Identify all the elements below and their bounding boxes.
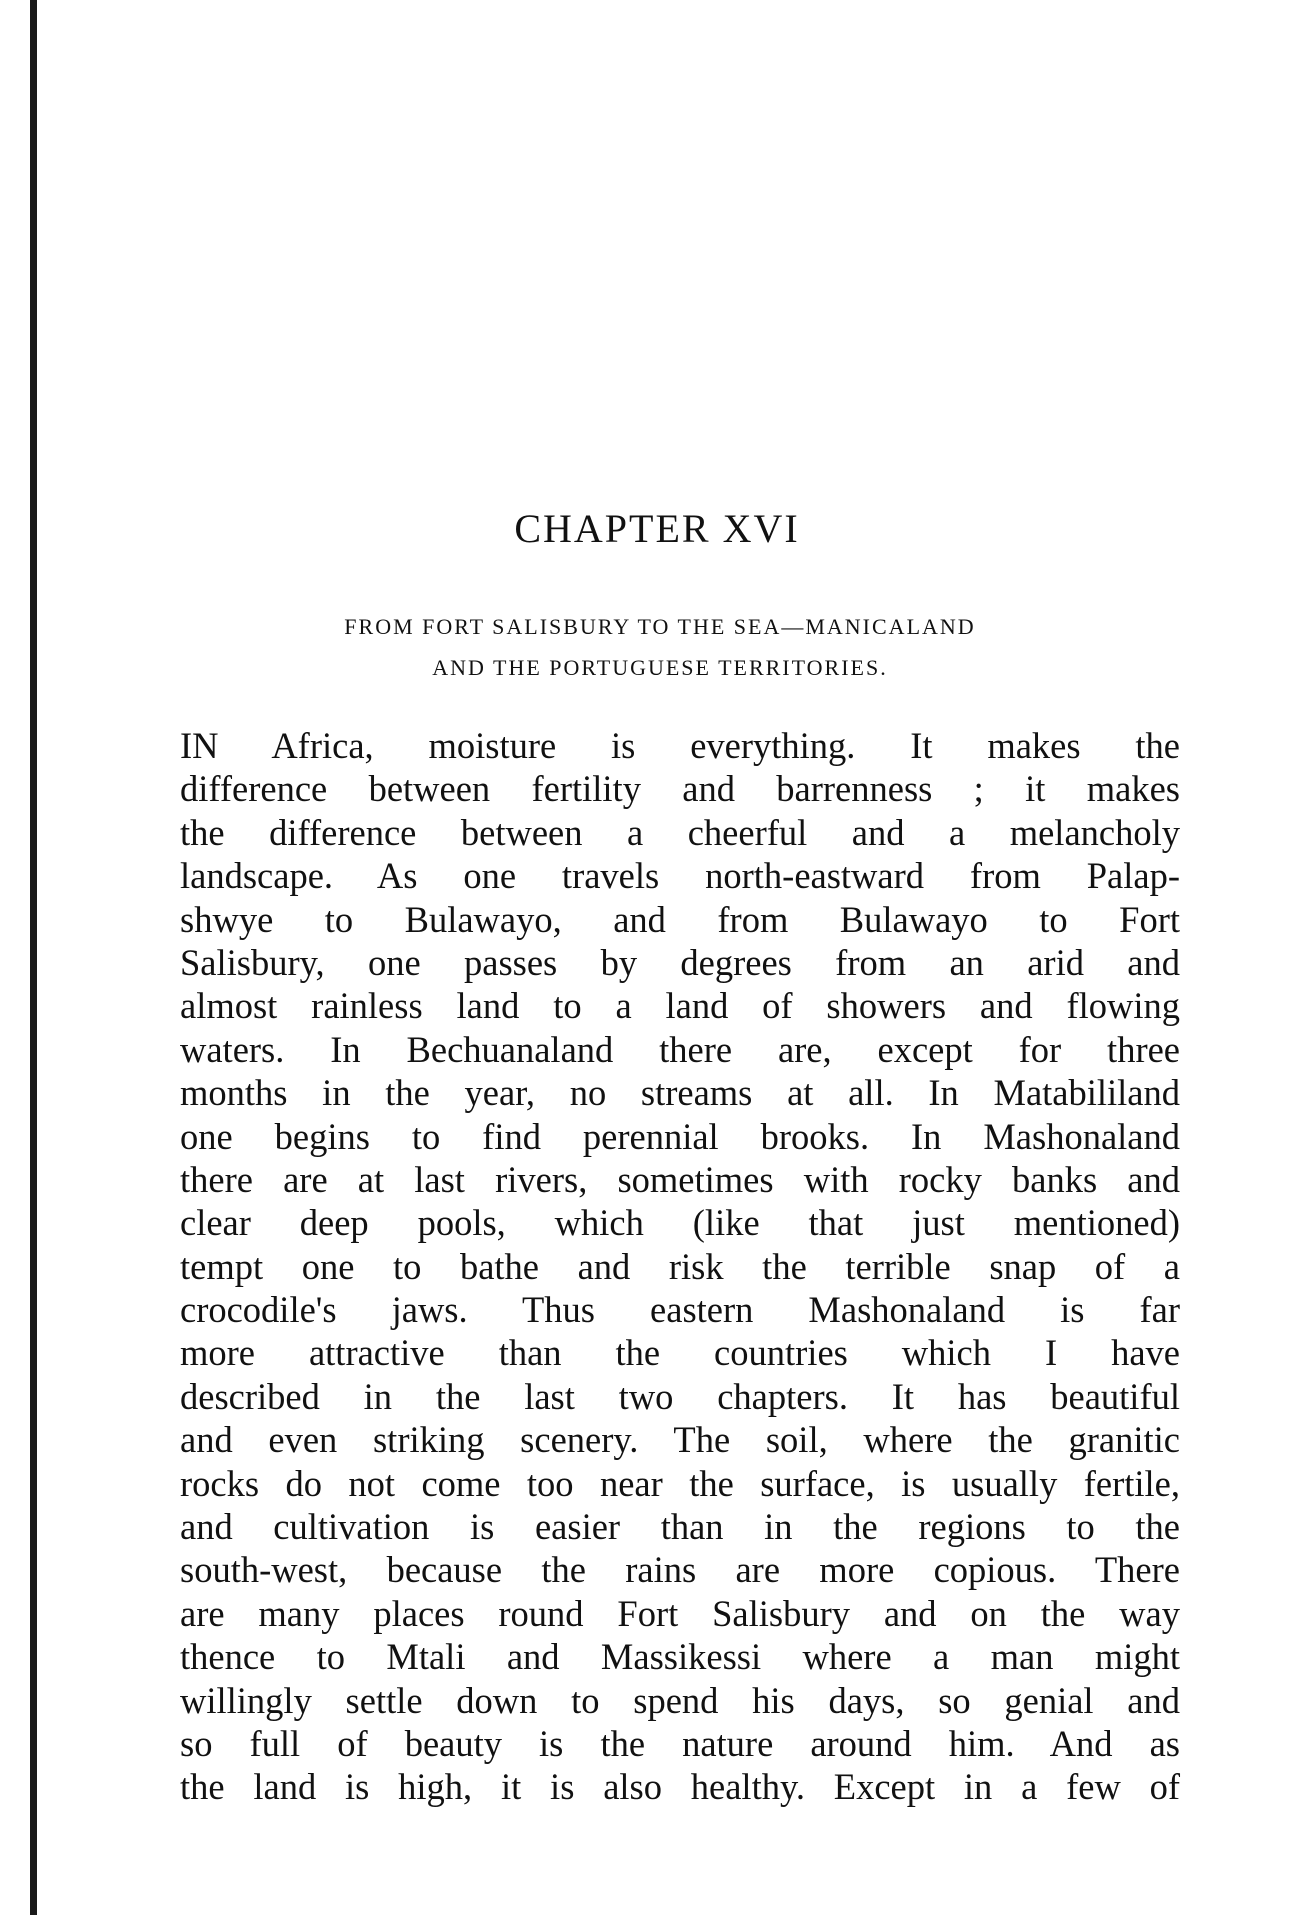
subtitle-line: AND THE PORTUGUESE TERRITORIES. bbox=[432, 655, 888, 680]
text-line: months in the year, no streams at all. In Matabililand bbox=[180, 1072, 1180, 1114]
text-line: the difference between a cheerful and a melancholy bbox=[180, 811, 1180, 853]
text-line: thence to Mtali and Massikessi where a man might bbox=[180, 1636, 1180, 1678]
text-line: shwye to Bulawayo, and from Bulawayo to Fort bbox=[180, 898, 1180, 940]
text-line: tempt one to bathe and risk the terrible snap of a bbox=[180, 1245, 1180, 1287]
page-binding-edge bbox=[30, 0, 37, 1915]
text-line: there are at last rivers, sometimes with rocky banks and bbox=[180, 1158, 1180, 1200]
text-line: so full of beauty is the nature around him. And as bbox=[180, 1722, 1180, 1764]
subtitle-line: FROM FORT SALISBURY TO THE SEA—MANICALAND bbox=[344, 614, 976, 639]
text-line: one begins to find perennial brooks. In Mashonaland bbox=[180, 1115, 1180, 1157]
text-line: crocodile's jaws. Thus eastern Mashonaland is far bbox=[180, 1289, 1180, 1331]
text-line: south-west, because the rains are more copious. There bbox=[180, 1549, 1180, 1591]
body-paragraph bbox=[180, 724, 1180, 1809]
text-line: almost rainless land to a land of showers and flowing bbox=[180, 985, 1180, 1027]
text-line: difference between fertility and barrenness ; it makes bbox=[180, 768, 1180, 810]
text-line: willingly settle down to spend his days, so genial and bbox=[180, 1679, 1180, 1721]
chapter-subtitle bbox=[140, 606, 1180, 688]
text-line: landscape. As one travels north-eastward from Palap- bbox=[180, 855, 1180, 897]
text-line: waters. In Bechuanaland there are, except for three bbox=[180, 1028, 1180, 1070]
text-line: and cultivation is easier than in the regions to the bbox=[180, 1506, 1180, 1548]
text-line: Salisbury, one passes by degrees from an arid and bbox=[180, 941, 1180, 983]
text-line: more attractive than the countries which I have bbox=[180, 1332, 1180, 1374]
text-line: the land is high, it is also healthy. Except in a few of bbox=[180, 1766, 1180, 1808]
text-line: clear deep pools, which (like that just mentioned) bbox=[180, 1202, 1180, 1244]
text-line: are many places round Fort Salisbury and on the way bbox=[180, 1592, 1180, 1634]
chapter-title: CHAPTER XVI bbox=[514, 506, 800, 551]
text-line: IN Africa, moisture is everything. It makes the bbox=[180, 725, 1180, 766]
text-line: described in the last two chapters. It has beautiful bbox=[180, 1375, 1180, 1417]
text-line: rocks do not come too near the surface, is usually fertile, bbox=[180, 1462, 1180, 1504]
text-line: and even striking scenery. The soil, where the granitic bbox=[180, 1419, 1180, 1461]
